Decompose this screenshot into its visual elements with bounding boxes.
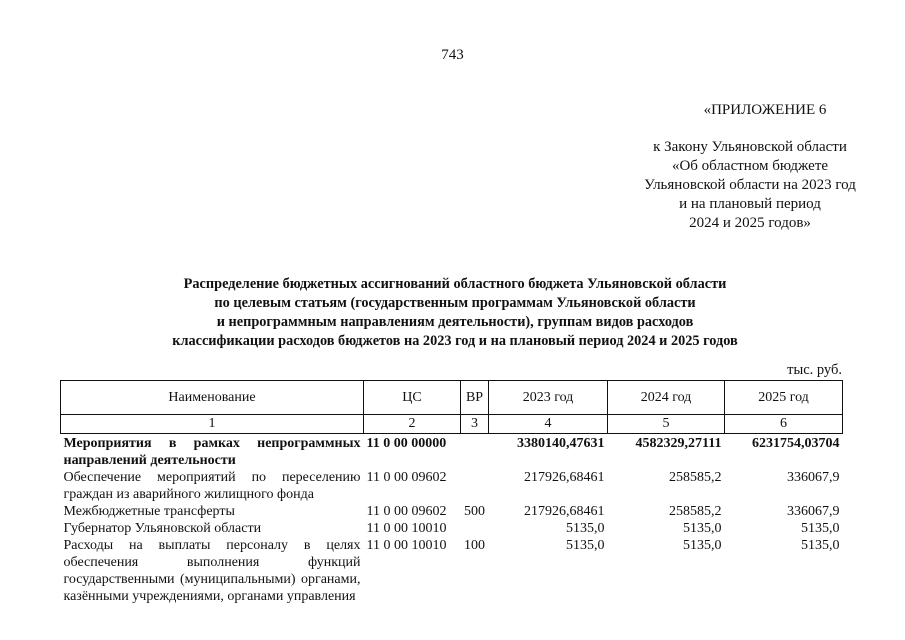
units-label: тыс. руб. bbox=[787, 362, 842, 378]
table-row bbox=[61, 520, 843, 537]
appendix-title: «ПРИЛОЖЕНИЕ 6 bbox=[703, 102, 827, 118]
row-name: Мероприятия в рамках непрограммных направлений деятельности bbox=[63, 436, 361, 468]
document-title-line: Распределение бюджетных ассигнований областного бюджета Ульяновской области bbox=[183, 276, 727, 292]
table-row bbox=[61, 503, 843, 520]
row-vr bbox=[461, 520, 489, 537]
row-value-2025: 336067,9 bbox=[787, 504, 840, 519]
appendix-line: Ульяновской области на 2023 год bbox=[644, 177, 856, 193]
column-number: 3 bbox=[461, 415, 489, 434]
header-cs: ЦС bbox=[364, 381, 461, 415]
appendix-line: 2024 и 2025 годов» bbox=[689, 215, 811, 231]
column-number-row bbox=[61, 415, 843, 434]
row-value-2023: 5135,0 bbox=[566, 521, 605, 536]
row-cs: 11 0 00 00000 bbox=[366, 436, 447, 451]
row-cs: 11 0 00 10010 bbox=[366, 538, 447, 553]
row-vr: 500 bbox=[464, 504, 485, 519]
row-value-2024: 258585,2 bbox=[669, 470, 722, 485]
column-number: 5 bbox=[608, 415, 725, 434]
row-value-2024: 5135,0 bbox=[683, 521, 722, 536]
row-value-2023: 3380140,47631 bbox=[517, 436, 605, 451]
row-cs: 11 0 00 09602 bbox=[366, 470, 447, 485]
row-cs: 11 0 00 10010 bbox=[366, 521, 447, 536]
table-row bbox=[61, 537, 843, 605]
document-title-line: по целевым статьям (государственным программам Ульяновской области bbox=[214, 295, 696, 311]
column-number: 1 bbox=[61, 415, 364, 434]
column-number: 4 bbox=[489, 415, 608, 434]
row-name: Губернатор Ульяновской области bbox=[63, 521, 262, 536]
row-value-2024: 5135,0 bbox=[683, 538, 722, 553]
table-header-row bbox=[61, 381, 843, 415]
document-title-line: и непрограммным направлениям деятельности), группам видов расходов bbox=[216, 314, 694, 330]
row-value-2024: 258585,2 bbox=[669, 504, 722, 519]
row-value-2025: 5135,0 bbox=[801, 521, 840, 536]
header-2025: 2025 год bbox=[725, 381, 843, 415]
row-value-2023: 217926,68461 bbox=[524, 470, 605, 485]
column-number: 6 bbox=[725, 415, 843, 434]
row-value-2025: 5135,0 bbox=[801, 538, 840, 553]
row-value-2023: 217926,68461 bbox=[524, 504, 605, 519]
row-vr bbox=[461, 434, 489, 470]
appendix-line: к Закону Ульяновской области bbox=[653, 139, 847, 155]
header-2023: 2023 год bbox=[489, 381, 608, 415]
budget-table bbox=[60, 380, 843, 605]
appendix-line: и на плановый период bbox=[679, 196, 821, 212]
row-value-2025: 6231754,03704 bbox=[752, 436, 840, 451]
table-row bbox=[61, 434, 843, 470]
row-vr: 100 bbox=[464, 538, 485, 553]
column-number: 2 bbox=[364, 415, 461, 434]
row-value-2024: 4582329,27111 bbox=[635, 436, 722, 451]
document-title-line: классификации расходов бюджетов на 2023 год и на плановый период 2024 и 2025 годов bbox=[172, 333, 738, 349]
row-cs: 11 0 00 09602 bbox=[366, 504, 447, 519]
header-name: Наименование bbox=[61, 381, 364, 415]
row-name: Обеспечение мероприятий по переселению граждан из аварийного жилищного фонда bbox=[63, 470, 361, 502]
appendix-line: «Об областном бюджете bbox=[671, 158, 829, 174]
header-vr: ВР bbox=[461, 381, 489, 415]
header-2024: 2024 год bbox=[608, 381, 725, 415]
row-name: Межбюджетные трансферты bbox=[63, 504, 235, 519]
row-name: Расходы на выплаты персоналу в целях обеспечения выполнения функций государственными (муниципальными) органами, казёнными учреждениями, органами управления bbox=[63, 538, 361, 604]
row-value-2025: 336067,9 bbox=[787, 470, 840, 485]
page-number: 743 bbox=[441, 47, 464, 63]
row-vr bbox=[461, 469, 489, 503]
document-title bbox=[130, 275, 780, 351]
appendix-header bbox=[610, 101, 890, 233]
table-row bbox=[61, 469, 843, 503]
row-value-2023: 5135,0 bbox=[566, 538, 605, 553]
